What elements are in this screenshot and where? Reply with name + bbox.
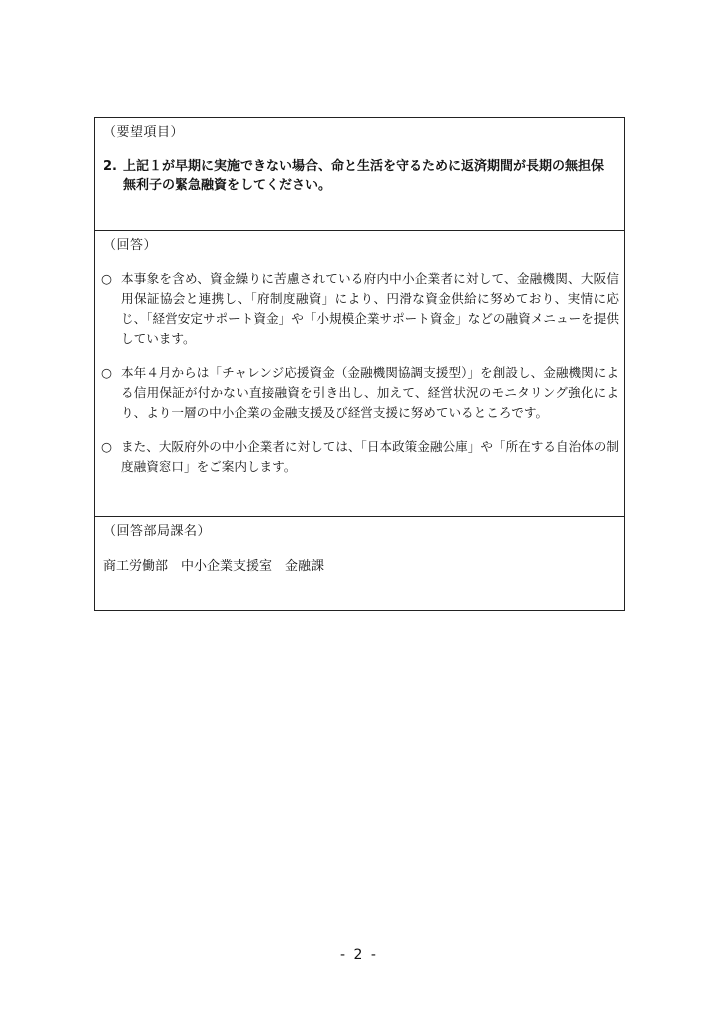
circle-bullet-icon: ○ [101, 439, 112, 454]
request-item-line1: 上記１が早期に実施できない場合、命と生活を守るために返済期間が長期の無担保 [123, 159, 605, 174]
request-label: （要望項目） [103, 125, 185, 140]
request-item-line2: 無利子の緊急融資をしてください。 [123, 178, 332, 193]
answer-section [95, 231, 624, 517]
answer-item [101, 437, 619, 477]
answer-list [101, 269, 619, 491]
circle-bullet-icon: ○ [101, 271, 112, 286]
answer-label: （回答） [103, 238, 158, 253]
answer-text: 本年４月からは「チャレンジ応援資金（金融機関協調支援型）」を創設し、金融機関による信用保証が付かない直接融資を引き出し、加えて、経営状況のモニタリング強化により、より一層の中小企業の金融支援及び経営支援に努めているところです。 [121, 365, 619, 420]
answer-item [101, 363, 619, 423]
circle-bullet-icon: ○ [101, 365, 112, 380]
page-number: - 2 - [340, 947, 378, 963]
department-section [95, 517, 624, 612]
request-item-number: 2. [103, 159, 117, 174]
answer-text: また、大阪府外の中小企業者に対しては、「日本政策金融公庫」や「所在する自治体の制度融資窓口」をご案内します。 [121, 439, 619, 474]
request-item [103, 157, 613, 195]
request-section [95, 118, 624, 231]
answer-text: 本事象を含め、資金繰りに苦慮されている府内中小企業者に対して、金融機関、大阪信用保証協会と連携し、「府制度融資」により、円滑な資金供給に努めており、実情に応じ、「経営安定サポート資金」や「小規模企業サポート資金」などの融資メニューを提供しています。 [121, 271, 619, 346]
department-label: （回答部局課名） [103, 524, 212, 539]
document-table [94, 117, 625, 611]
answer-item [101, 269, 619, 349]
department-name: 商工労働部 中小企業支援室 金融課 [103, 559, 325, 574]
